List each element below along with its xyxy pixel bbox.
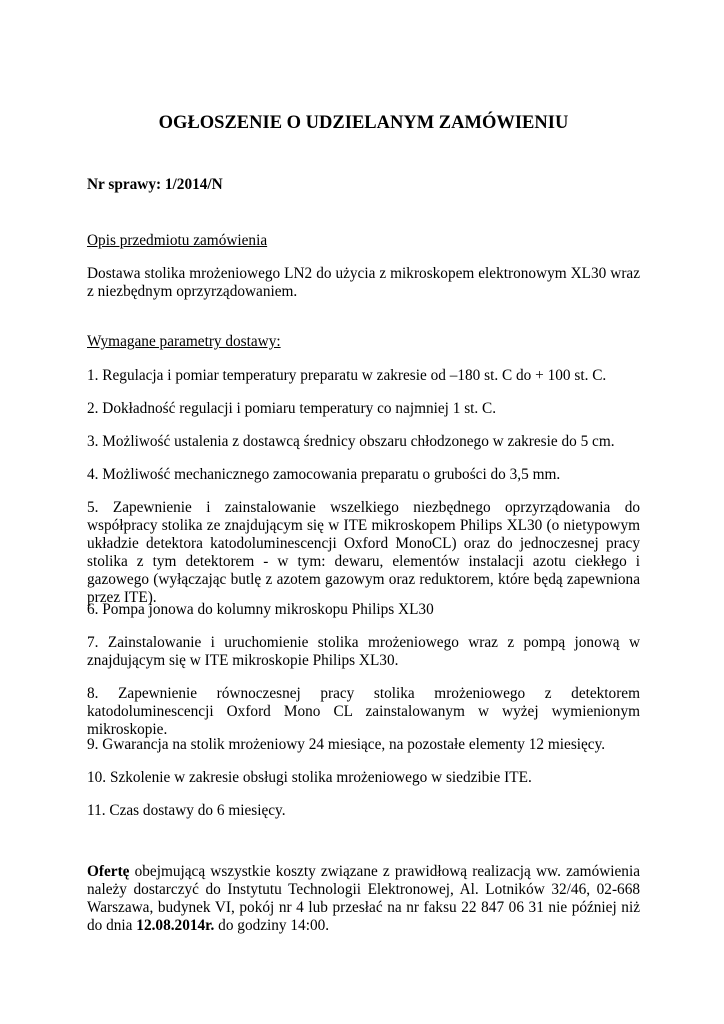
description-heading: Opis przedmiotu zamówienia	[87, 232, 268, 249]
offer-paragraph	[87, 863, 640, 935]
parameter-item: 5. Zapewnienie i zainstalowanie wszelkiego niezbędnego oprzyrządowania do współpracy stolika ze znajdującym się w ITE mikroskopem Philips XL30 (o nietypowym układzie detektora katodoluminescencji Oxford MonoCL) oraz do jednoczesnej pracy stolika z tym detektorem - w tym: dewaru, elementów instalacji azotu ciekłego i gazowego (wyłączając butlę z azotem gazowym oraz reduktorem, które będą zapewniona przez ITE).	[87, 499, 640, 606]
offer-deadline-date: 12.08.2014r.	[136, 917, 215, 934]
parameters-heading: Wymagane parametry dostawy:	[87, 333, 281, 350]
parameter-item: 4. Możliwość mechanicznego zamocowania preparatu o grubości do 3,5 mm.	[87, 466, 561, 483]
parameter-item: 3. Możliwość ustalenia z dostawcą średnicy obszaru chłodzonego w zakresie do 5 cm.	[87, 433, 615, 450]
parameter-item: 1. Regulacja i pomiar temperatury preparatu w zakresie od –180 st. C do + 100 st. C.	[87, 367, 607, 384]
parameter-item: 10. Szkolenie w zakresie obsługi stolika mrożeniowego w siedzibie ITE.	[87, 769, 532, 786]
parameter-item: 6. Pompa jonowa do kolumny mikroskopu Philips XL30	[87, 601, 434, 618]
document-page	[87, 0, 640, 1024]
description-text: Dostawa stolika mrożeniowego LN2 do użycia z mikroskopem elektronowym XL30 wraz z niezbędnym oprzyrządowaniem.	[87, 265, 640, 300]
parameter-item: 8. Zapewnienie równoczesnej pracy stolika mrożeniowego z detektorem katodoluminescencji Oxford Mono CL zainstalowanym w wyżej wymienionym mikroskopie.	[87, 685, 640, 738]
case-number: Nr sprawy: 1/2014/N	[87, 176, 223, 193]
page-title: OGŁOSZENIE O UDZIELANYM ZAMÓWIENIU	[158, 113, 569, 133]
parameter-item: 7. Zainstalowanie i uruchomienie stolika mrożeniowego wraz z pompą jonową w znajdującym się w ITE mikroskopie Philips XL30.	[87, 634, 640, 669]
parameter-item: 11. Czas dostawy do 6 miesięcy.	[87, 802, 286, 819]
offer-deadline-time: do godziny 14:00.	[214, 917, 330, 934]
parameter-item: 9. Gwarancja na stolik mrożeniowy 24 miesiące, na pozostałe elementy 12 miesięcy.	[87, 736, 606, 753]
parameter-item: 2. Dokładność regulacji i pomiaru temperatury co najmniej 1 st. C.	[87, 400, 497, 417]
offer-lead: Ofertę	[87, 863, 130, 880]
offer-text: obejmującą wszystkie koszty związane z prawidłową realizacją ww. zamówienia należy dostarczyć do Instytutu Technologii Elektronowej, Al. Lotników 32/46, 02-668 Warszawa, budynek VI, pokój nr 4 lub przesłać na nr faksu 22 847 06 31 nie później niż do dnia	[87, 863, 640, 934]
